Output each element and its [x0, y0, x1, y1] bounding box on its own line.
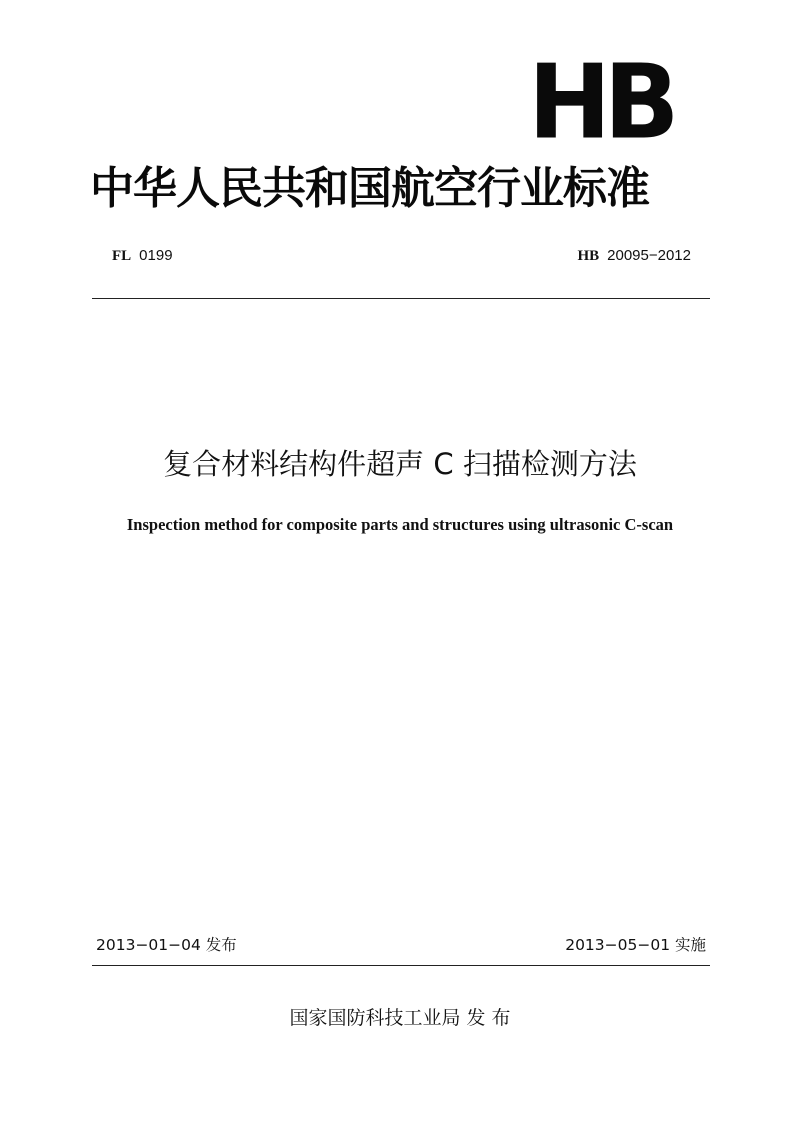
- standard-category-title: 中华人民共和国航空行业标准: [90, 163, 649, 214]
- classification-code: [112, 246, 173, 266]
- document-title-english: Inspection method for composite parts and structures using ultrasonic C-scan: [126, 515, 674, 534]
- issue-date: 2013−01−04 发布: [96, 936, 237, 954]
- implementation-date: 2013−05−01 实施: [565, 936, 706, 954]
- standard-number-value: 20095−2012: [607, 247, 691, 264]
- hb-logo: HB: [528, 43, 673, 163]
- document-title-chinese: 复合材料结构件超声 C 扫描检测方法: [163, 447, 637, 481]
- classification-prefix: FL: [112, 248, 132, 264]
- standard-number: [577, 246, 691, 266]
- classification-number: 0199: [139, 247, 173, 264]
- publisher: 国家国防科技工业局 发 布: [289, 1007, 511, 1029]
- standard-prefix: HB: [577, 248, 600, 264]
- footer-divider: [92, 965, 710, 966]
- header-divider: [92, 298, 710, 299]
